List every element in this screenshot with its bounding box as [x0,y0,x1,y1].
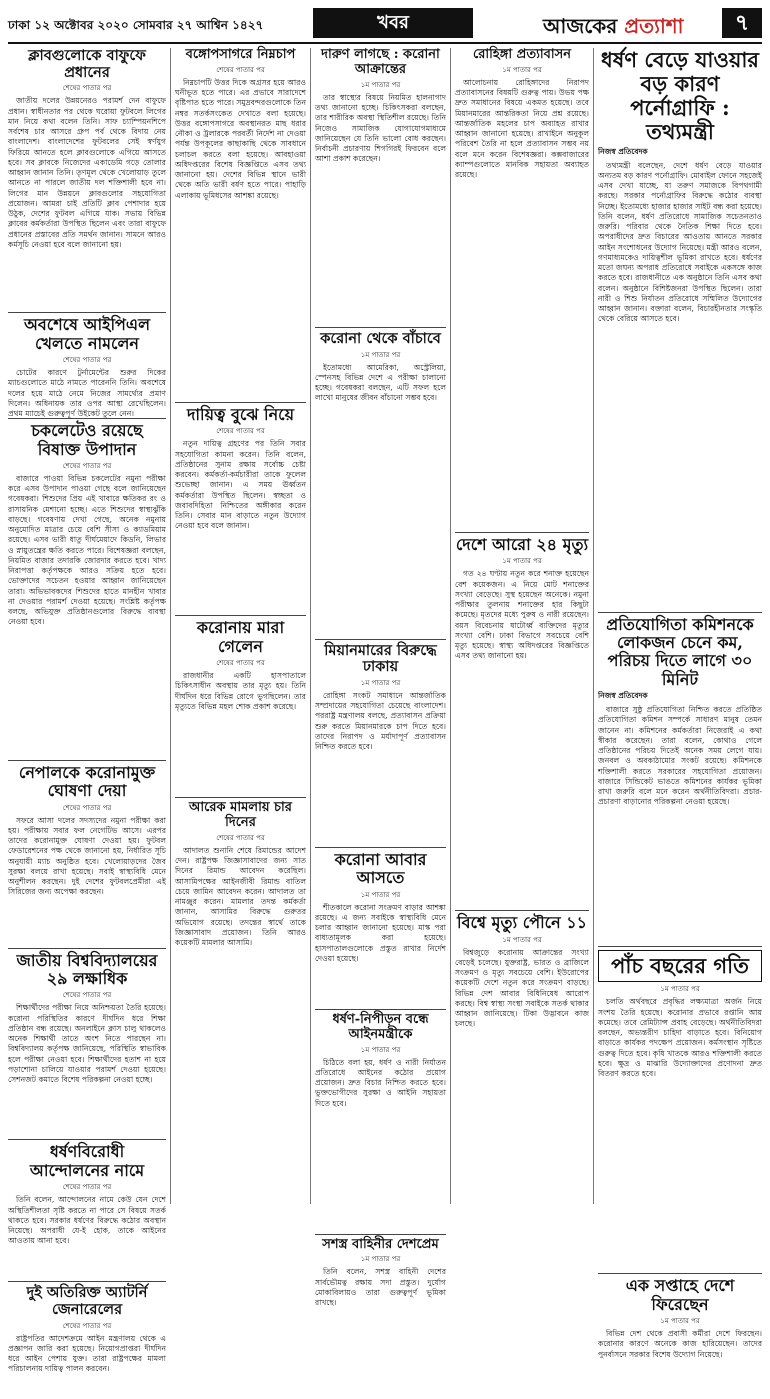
column-4 [455,48,589,1204]
news-article [175,619,306,791]
article-headline: ধর্ষণ-নিপীড়ন বন্ধে আইনমন্ত্রীকে [332,1011,429,1042]
article-body: রাষ্ট্রপতির আদেশক্রমে আইন মন্ত্রণালয় থেকে এ প্রজ্ঞাপন জারি করা হয়েছে। নিয়োগপ্রাপ্তরা দীর্ঘদিন ধরে আইন পেশায় যুক্ত। তারা রাষ্ট্রপক্ষের মামলা পরিচালনায় দায়িত্ব পালন করবেন। [8,1333,166,1374]
article-headline: দুই অতিরিক্ত অ্যাটর্নি জেনারেলের [26,1284,148,1318]
article-headline: অবশেষে আইপিএল খেলতে নামলেন [24,315,150,353]
news-article [175,801,306,1246]
news-article [315,851,446,1003]
article-headline: করোনা আবার আসতে [334,849,427,888]
article-headline: বঙ্গোপসাগরে নিম্নচাপ [185,47,296,62]
lead-headline: ধর্ষণ বেড়ে যাওয়ার বড় কারণ পর্নোগ্রাফি : তথ্যমন্ত্রী [601,47,759,145]
news-article [315,1013,446,1228]
continuation-note: শেষের পাতার পর [216,427,265,436]
byline: নিজস্ব প্রতিবেদক [598,691,648,701]
continuation-note: ১ম পাতার পর [360,80,401,89]
news-article [315,331,446,633]
continuation-note: শেষের পাতার পর [216,833,265,842]
byline: নিজস্ব প্রতিবেদক [598,146,648,156]
logo-prefix: আজকের [543,14,625,38]
logo-accent: প্রত্যাশা [624,14,684,38]
column-divider [593,48,594,1204]
article-body: বিভিন্ন দেশ থেকে প্রবাসী কর্মীরা দেশে ফিরছেন। করোনার কারণে অনেকে কাজ হারিয়েছেন। তাদের পুনর্বাসনে সরকার বিশেষ উদ্যোগ নিয়েছে। [598,1329,762,1359]
article-body: জাতীয় দলের উন্নয়নেরও পরামর্শ দেন বাফুফে প্রধান। স্বাধীনতার পর থেকে ঘরোয়া ফুটবলে লিগের মান নিয়ে কথা বলেন তিনি। সাফ চ্যাম্পিয়নশিপে সর্বশেষ চার আসরে গ্রুপ পর্ব থেকে বিদায় নেয় বাংলাদেশ। বাংলাদেশের ফুটবলের সেই স্বর্ণযুগ ফিরিয়ে আনতে হলে ক্লাবগুলোকে এগিয়ে আসতে হবে। সব ক্লাবকে নিজেদের একাডেমি গড়ে তোলার আহ্বান জানান তিনি। তৃণমূল থেকে খেলোয়াড় তুলে আনতে না পারলে জাতীয় দল শক্তিশালী হবে না। লিগের মান উন্নয়নে ক্লাবগুলোর সহযোগিতা প্রয়োজন। আমরা চাই প্রতিটি ক্লাব পেশাদার হয়ে উঠুক, দেশের ফুটবল এগিয়ে যাক। সভায় বিভিন্ন ক্লাবের কর্মকর্তারা উপস্থিত ছিলেন এবং তারা বাফুফে প্রধানের প্রস্তাবের প্রতি সমর্থন জানান। সামনে আরও কর্মসূচি নেওয়া হবে বলে জানানো হয়। [8,96,166,249]
news-article [455,48,589,526]
continuation-note: শেষের পাতার পর [62,1321,112,1330]
article-headline: মিয়ানমারের বিরুদ্ধে ঢাকায় [324,641,437,676]
lead-article [598,48,762,606]
article-body: সফরে আসা দলের সদস্যদের নমুনা পরীক্ষা করা হয়। পরীক্ষায় সবার ফল নেগেটিভ আসে। এরপর তাদের করোনামুক্ত ঘোষণা দেওয়া হয়। ফুটবল ফেডারেশনের পক্ষ থেকে জানানো হয়, নির্ধারিত সূচি অনুযায়ী ম্যাচ অনুষ্ঠিত হবে। খেলোয়াড়দের জৈব সুরক্ষা বলয়ে রাখা হয়েছে। সবাই স্বাস্থ্যবিধি মেনে অনুশীলন করছেন। দুই দেশের ফুটবলপ্রেমীরা এই সিরিজের জন্য অপেক্ষা করছেন। [8,815,166,897]
article-headline: আরেক মামলায় চার দিনের [189,800,292,831]
continuation-note: ১ম পাতার পর [660,985,700,994]
article-body: বাজারে সুষ্ঠু প্রতিযোগিতা নিশ্চিত করতে প্রতিষ্ঠিত প্রতিযোগিতা কমিশন সম্পর্কে সাধারণ মানুষ তেমন জানেন না। কমিশনের কর্মকর্তারা নিজেরাই এ কথা স্বীকার করেছেন। তারা বলেন, কোথাও গেলে প্রতিষ্ঠানের পরিচয় দিতেই অনেক সময় লেগে যায়। জনবল ও অবকাঠামোর সংকট রয়েছে। কমিশনকে শক্তিশালী করতে সরকারের সহযোগিতা প্রয়োজন। বাজারে সিন্ডিকেট ভাঙতে কমিশনের কার্যকর ভূমিকা রাখা জরুরি বলে মনে করেন অর্থনীতিবিদরা। প্রচার-প্রচারণা বাড়ানোর পরিকল্পনা নেওয়া হয়েছে। [598,705,762,807]
article-headline: প্রতিযোগিতা কমিশনকে লোকজন চেনে কম, পরিচয় দিতে লাগে ৩০ মিনিট [606,614,754,689]
newspaper-logo [543,12,683,45]
continuation-note: ১ম পাতার পর [360,1255,401,1264]
news-article [8,764,166,942]
page-header [8,8,762,44]
continuation-note: শেষের পাতার পর [216,659,265,668]
article-headline: করোনা থেকে বাঁচাবে [320,329,441,347]
article-body: নতুন দায়িত্ব গ্রহণের পর তিনি সবার সহযোগিতা কামনা করেন। তিনি বলেন, প্রতিষ্ঠানের সুনাম রক্ষায় সর্বোচ্চ চেষ্টা করবেন। কর্মকর্তা-কর্মচারীরা তাকে ফুলেল শুভেচ্ছা জানান। এ সময় ঊর্ধ্বতন কর্মকর্তারা উপস্থিত ছিলেন। স্বচ্ছতা ও জবাবদিহিতা নিশ্চিতের অঙ্গীকার করেন তিনি। সেবার মান বাড়াতে নতুন উদ্যোগ নেওয়া হবে বলে জানান। [175,439,306,531]
article-body: বাজারে পাওয়া বিভিন্ন চকলেটের নমুনা পরীক্ষা করে এসব উপাদান পাওয়া গেছে বলে জানিয়েছেন গবেষকরা। শিশুদের প্রিয় এই খাবারে ক্ষতিকর রং ও রাসায়নিক মেশানো হচ্ছে। এতে শিশুদের স্বাস্থ্যঝুঁকি বাড়ছে। গবেষণায় দেখা গেছে, অনেক নমুনায় অনুমোদিত মাত্রার চেয়ে বেশি সীসা ও ক্যাডমিয়াম রয়েছে। এসব ভারী ধাতু দীর্ঘমেয়াদে কিডনি, লিভার ও স্নায়ুতন্ত্রের ক্ষতি করতে পারে। বিশেষজ্ঞরা বলছেন, নিয়মিত বাজার তদারকি জোরদার করতে হবে। খাদ্য নিরাপত্তা কর্তৃপক্ষকে আরও সক্রিয় হতে হবে। ভোক্তাদের সচেতন হওয়ার আহ্বান জানিয়েছেন তারা। অভিভাবকদের শিশুদের হাতে মানহীন খাবার না দেওয়ার পরামর্শ দেওয়া হয়েছে। সংশ্লিষ্ট কর্তৃপক্ষ বলছে, অভিযুক্ত প্রতিষ্ঠানগুলোর বিরুদ্ধে ব্যবস্থা নেওয়া হবে। [8,473,166,627]
article-headline: ধর্ষণবিরোধী আন্দোলনের নামে [29,1142,145,1180]
article-body: তার স্বাস্থ্যের বিষয়ে নিয়মিত হালনাগাদ তথ্য জানানো হচ্ছে। চিকিৎসকরা বলছেন, তার শারীরিক অবস্থা স্থিতিশীল রয়েছে। তিনি নিজেও সামাজিক যোগাযোগমাধ্যমে জানিয়েছেন যে তিনি ভালো বোধ করছেন। নির্বাচনী প্রচারণায় শিগগিরই ফিরবেন বলে আশা প্রকাশ করেছেন। [315,92,446,164]
continuation-note: শেষের পাতার পর [62,84,112,93]
continuation-note: ১ম পাতার পর [360,350,401,359]
page-number: ৭ [722,8,762,38]
continuation-note: শেষের পাতার পর [62,356,112,365]
column-divider [310,48,311,1204]
article-body: নিম্নচাপটি উত্তর দিকে অগ্রসর হয়ে আরও ঘনীভূত হতে পারে। এর প্রভাবে সারাদেশে বৃষ্টিপাত হতে পারে। সমুদ্রবন্দরগুলোকে তিন নম্বর সতর্কসংকেত দেখাতে বলা হয়েছে। উত্তর বঙ্গোপসাগরে অবস্থানরত মাছ ধরার নৌকা ও ট্রলারকে পরবর্তী নির্দেশ না দেওয়া পর্যন্ত উপকূলের কাছাকাছি থেকে সাবধানে চলাচল করতে বলা হয়েছে। আবহাওয়া অধিদপ্তরের বিশেষ বিজ্ঞপ্তিতে এসব তথ্য জানানো হয়। দেশের বিভিন্ন স্থানে ভারী থেকে অতি ভারী বর্ষণ হতে পারে। পাহাড়ি এলাকায় ভূমিধসের আশঙ্কা রয়েছে। [175,77,306,200]
continuation-note: ১ম পাতার পর [660,1317,700,1326]
news-article [598,616,762,941]
date-line: ঢাকা ১২ অক্টোবর ২০২০ সোমবার ২৭ আশ্বিন ১৪২৭ [8,18,264,32]
article-body: শিক্ষার্থীদের পরীক্ষা নিয়ে অনিশ্চয়তা তৈরি হয়েছে। করোনা পরিস্থিতির কারণে দীর্ঘদিন ধরে শিক্ষা প্রতিষ্ঠান বন্ধ রয়েছে। অনলাইনে ক্লাস চালু থাকলেও অনেক শিক্ষার্থী তাতে অংশ নিতে পারছেন না। বিশ্ববিদ্যালয় কর্তৃপক্ষ জানিয়েছে, পরিস্থিতি স্বাভাবিক হলে পরীক্ষা নেওয়া হবে। শিক্ষার্থীদের হতাশ না হয়ে পড়াশোনা চালিয়ে যাওয়ার পরামর্শ দেওয়া হয়েছে। সেশনজট কমাতে বিশেষ পরিকল্পনা নেওয়া হচ্ছে। [8,1003,166,1085]
article-headline: জাতীয় বিশ্ববিদ্যালয়ের ২৯ লক্ষাধিক [16,950,158,989]
article-body: গত ২৪ ঘণ্টায় নতুন করে শনাক্ত হয়েছেন বেশ কয়েকজন। এ নিয়ে মোট শনাক্তের সংখ্যা বেড়েছে। সুস্থ হয়েছেন অনেকে। নমুনা পরীক্ষার তুলনায় শনাক্তের হার কিছুটা কমেছে। মৃতদের মধ্যে পুরুষ ও নারী রয়েছেন। বয়স বিবেচনায় ষাটোর্ধ্ব ব্যক্তিদের মৃত্যুর সংখ্যা বেশি। ঢাকা বিভাগে সবচেয়ে বেশি মৃত্যু হয়েছে। স্বাস্থ্য অধিদপ্তরের বিজ্ঞপ্তিতে এসব তথ্য জানানো হয়। [455,569,589,661]
news-article [455,914,589,1222]
news-article [8,1285,166,1393]
article-body: তথ্যমন্ত্রী বলেছেন, দেশে ধর্ষণ বেড়ে যাওয়ার অন্যতম বড় কারণ পর্নোগ্রাফি। মোবাইল ফোনে সহজেই এসব দেখা যাচ্ছে, যা তরুণ সমাজকে বিপথগামী করছে। সরকার পর্নোগ্রাফির বিরুদ্ধে কঠোর ব্যবস্থা নিচ্ছে। ইতোমধ্যে হাজার হাজার সাইট বন্ধ করা হয়েছে। তিনি বলেন, ধর্ষণ প্রতিরোধে সামাজিক সচেতনতাও জরুরি। পরিবার থেকে নৈতিক শিক্ষা দিতে হবে। অপরাধীদের দ্রুত বিচারের আওতায় আনতে সরকার আইন সংশোধনের উদ্যোগ নিয়েছে। মন্ত্রী আরও বলেন, গণমাধ্যমকেও দায়িত্বশীল ভূমিকা রাখতে হবে। ধর্ষণের মতো জঘন্য অপরাধ প্রতিরোধে সবাইকে একসঙ্গে কাজ করতে হবে। রাজধানীতে এক অনুষ্ঠানে তিনি এসব কথা বলেন। অনুষ্ঠানে বিশিষ্টজনরা উপস্থিত ছিলেন। তারা নারী ও শিশু নির্যাতন প্রতিরোধে সম্মিলিত উদ্যোগের আহ্বান জানান। বক্তারা বলেন, বিচারহীনতার সংস্কৃতি থেকে বেরিয়ে আসতে হবে। [598,160,762,324]
news-article [175,48,306,396]
article-headline: দায়িত্ব বুঝে নিয়ে [187,404,294,424]
news-article [598,950,762,1267]
news-article [455,536,589,904]
column-divider [170,48,171,1204]
article-body: তিনি বলেন, আন্দোলনের নামে কেউ যেন দেশে অস্থিতিশীলতা সৃষ্টি করতে না পারে সে বিষয়ে সতর্ক থাকতে হবে। সরকার ধর্ষণের বিরুদ্ধে কঠোর অবস্থান নিয়েছে। অপরাধী যে-ই হোক, তাকে আইনের আওতায় আনা হবে। [8,1195,166,1246]
news-article [315,643,446,841]
continuation-note: ১ম পাতার পর [502,935,542,944]
article-headline: নেপালকে করোনামুক্ত ঘোষণা দেয়া [18,762,156,801]
article-body: বিশ্বজুড়ে করোনায় আক্রান্তের সংখ্যা বেড়েই চলেছে। যুক্তরাষ্ট্র, ভারত ও ব্রাজিলে সংক্রমণ ও মৃত্যু সবচেয়ে বেশি। ইউরোপের কয়েকটি দেশে নতুন করে সংক্রমণ বাড়ছে। বিভিন্ন দেশ আবার বিধিনিষেধ আরোপ করছে। বিশ্ব স্বাস্থ্য সংস্থা সবাইকে সতর্ক থাকার আহ্বান জানিয়েছে। টিকা উদ্ভাবনে কাজ চলছে। [455,947,589,1029]
column-3 [315,47,446,1308]
article-headline: দারুণ লাগছে : করোনা আক্রান্তের [321,47,440,77]
continuation-note: ১ম পাতার পর [502,65,542,74]
article-headline: চকলেটেও রয়েছে বিষাক্ত উপাদান [31,421,143,459]
column-5 [598,47,762,1359]
news-article [8,48,166,306]
continuation-note: শেষের পাতার পর [216,65,265,74]
continuation-note: ১ম পাতার পর [502,557,542,566]
article-body: আলোচনায় রোহিঙ্গাদের নিরাপদ প্রত্যাবাসনের বিষয়টি গুরুত্ব পায়। উভয় পক্ষ দ্রুত সমাধানের বিষয়ে একমত হয়েছে। তবে মিয়ানমারের আন্তরিকতা নিয়ে প্রশ্ন রয়েছে। আন্তর্জাতিক মহলের চাপ অব্যাহত রাখার আহ্বান জানানো হয়েছে। রাখাইনে অনুকূল পরিবেশ তৈরি না হলে প্রত্যাবাসন সম্ভব নয় বলে মনে করেন বিশেষজ্ঞরা। কক্সবাজারের ক্যাম্পগুলোতে মানবিক সহায়তা অব্যাহত রয়েছে। [455,77,589,180]
article-headline: ক্লাবগুলোকে বাফুফে প্রধানের [28,47,146,81]
continuation-note: ১ম পাতার পর [360,678,401,687]
article-body: তিনি বলেন, সশস্ত্র বাহিনী দেশের সার্বভৌমত্ব রক্ষায় সদা প্রস্তুত। দুর্যোগ মোকাবিলায়ও তারা গুরুত্বপূর্ণ ভূমিকা রাখছে। [315,1267,446,1308]
column-2 [175,48,306,1204]
news-article [8,422,166,754]
news-article [8,952,166,1134]
news-article [315,48,446,321]
article-headline: সশস্ত্র বাহিনীর দেশপ্রেম [322,1236,439,1252]
article-headline: দেশে আরো ২৪ মৃত্যু [455,534,589,554]
continuation-note: শেষের পাতার পর [62,461,112,470]
continuation-note: শেষের পাতার পর [62,991,112,1000]
news-article [598,1277,762,1399]
article-headline: এক সপ্তাহে দেশে ফিরেছেন [625,1276,735,1314]
section-title: খবর [313,8,473,38]
news-article [8,1143,166,1275]
article-headline: রোহিঙ্গা প্রত্যাবাসন [472,47,571,62]
article-body: রাজধানীর একটি হাসপাতালে চিকিৎসাধীন অবস্থায় তার মৃত্যু হয়। তিনি দীর্ঘদিন ধরে বিভিন্ন রোগে ভুগছিলেন। তার মৃত্যুতে বিভিন্ন মহল শোক প্রকাশ করেছে। [175,671,306,711]
continuation-note: ১ম পাতার পর [360,1045,401,1054]
article-body: শীতকালে করোনা সংক্রমণ বাড়ার আশঙ্কা রয়েছে। এ জন্য সবাইকে স্বাস্থ্যবিধি মেনে চলার আহ্বান জানানো হয়েছে। মাস্ক পরা বাধ্যতামূলক করা হয়েছে। হাসপাতালগুলোকে প্রস্তুত রাখার নির্দেশ দেওয়া হয়েছে। [315,902,446,963]
column-1 [8,47,166,1374]
article-body: চোটের কারণে টুর্নামেন্টের শুরুর দিকের ম্যাচগুলোতে মাঠে নামতে পারেননি তিনি। অবশেষে দলের হয়ে মাঠে নেমে নিজের সামর্থ্যের প্রমাণ দিলেন। অধিনায়ক তার ওপর আস্থা রেখেছিলেন। প্রথম ম্যাচেই গুরুত্বপূর্ণ উইকেট তুলে নেন। [8,368,166,419]
news-article [315,1238,446,1358]
article-body: ইতোমধ্যে আমেরিকা, অস্ট্রেলিয়া, স্পেনসহ বিভিন্ন দেশে এ পরীক্ষা চালানো হচ্ছে। গবেষকরা বলছেন, এটি সফল হলে লাখো মানুষের জীবন বাঁচানো সম্ভব হবে। [315,362,446,403]
continuation-note: শেষের পাতার পর [62,1183,112,1192]
news-article [8,315,166,419]
article-headline: পাঁচ বছরের গতি [598,950,762,982]
column-divider [450,48,451,1204]
continuation-note: শেষের পাতার পর [62,803,112,812]
article-body: আদালত শুনানি শেষে রিমান্ডের আদেশ দেন। রাষ্ট্রপক্ষ জিজ্ঞাসাবাদের জন্য সাত দিনের রিমান্ড আবেদন করেছিল। আসামিপক্ষের আইনজীবী রিমান্ড বাতিল চেয়ে জামিন আবেদন করেন। আদালত তা নামঞ্জুর করেন। মামলার তদন্ত কর্মকর্তা জানান, আসামির বিরুদ্ধে গুরুতর অভিযোগ রয়েছে। তদন্তের স্বার্থে তাকে জিজ্ঞাসাবাদ প্রয়োজন। তিনি আরও কয়েকটি মামলার আসামি। [175,845,306,948]
article-body: রোহিঙ্গা সংকট সমাধানে আন্তর্জাতিক সম্প্রদায়ের সহযোগিতা চেয়েছে বাংলাদেশ। পররাষ্ট্র মন্ত্রণালয় বলছে, প্রত্যাবাসন প্রক্রিয়া শুরু করতে মিয়ানমারকে চাপ দিতে হবে। তাদের নিরাপদ ও মর্যাদাপূর্ণ প্রত্যাবাসন নিশ্চিত করতে হবে। [315,690,446,752]
continuation-note: ১ম পাতার পর [360,890,401,899]
news-article [175,406,306,609]
article-body: চিঠিতে বলা হয়, ধর্ষণ ও নারী নির্যাতন প্রতিরোধে আইনের কঠোর প্রয়োগ প্রয়োজন। দ্রুত বিচার নিশ্চিত করতে হবে। ভুক্তভোগীদের সুরক্ষা ও আইনি সহায়তা দিতে হবে। [315,1057,446,1108]
article-headline: করোনায় মারা গেলেন [196,618,285,656]
article-headline: বিশ্বে মৃত্যু পৌনে ১১ [457,913,587,933]
article-body: চলতি অর্থবছরে প্রবৃদ্ধির লক্ষ্যমাত্রা অর্জন নিয়ে সংশয় তৈরি হয়েছে। করোনার প্রভাবে রপ্তানি আয় কমেছে। তবে রেমিট্যান্স প্রবাহ বেড়েছে। অর্থনীতিবিদরা বলছেন, অভ্যন্তরীণ চাহিদা বাড়াতে হবে। বিনিয়োগ বাড়াতে কার্যকর পদক্ষেপ প্রয়োজন। কর্মসংস্থান সৃষ্টিতে গুরুত্ব দিতে হবে। কৃষি খাতকে আরও শক্তিশালী করতে হবে। ক্ষুদ্র ও মাঝারি উদ্যোক্তাদের প্রণোদনা দ্রুত বিতরণ করতে হবে। [598,997,762,1079]
